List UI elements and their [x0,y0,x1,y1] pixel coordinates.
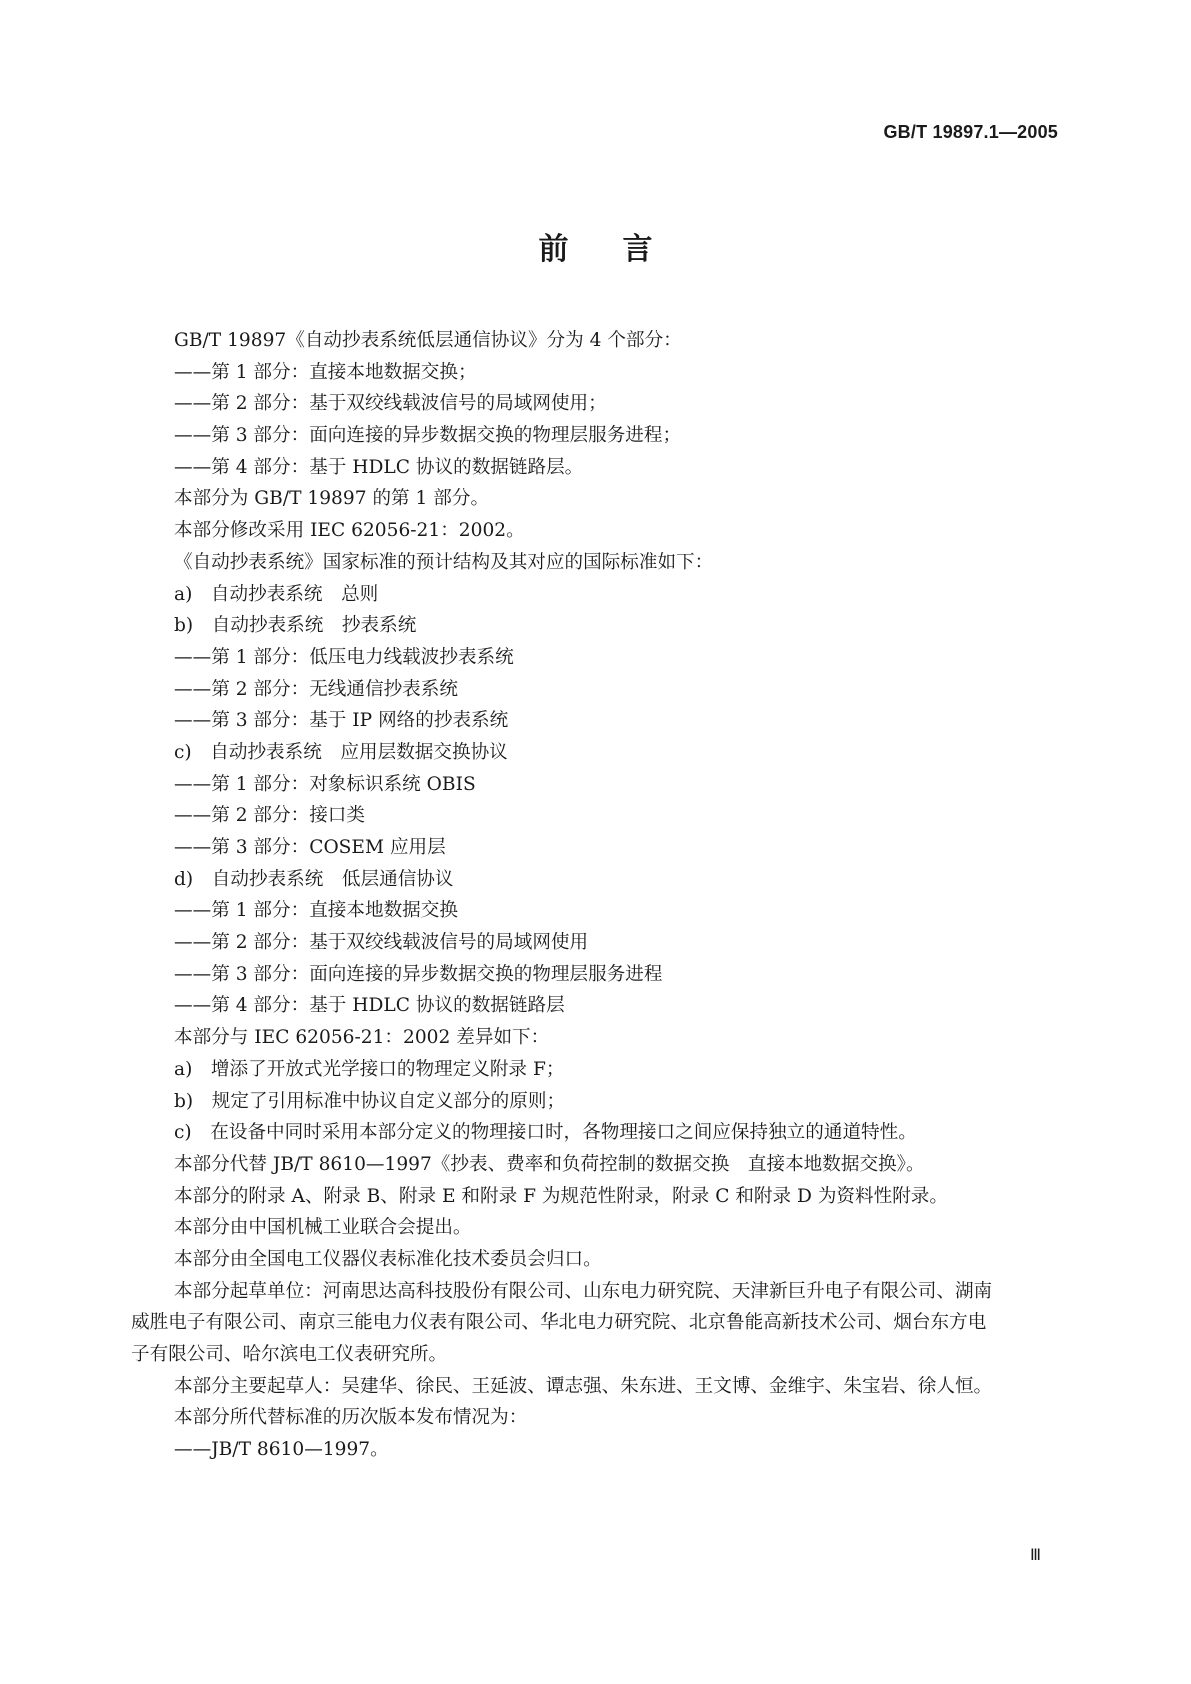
list-item: c) 在设备中同时采用本部分定义的物理接口时，各物理接口之间应保持独立的通道特性。 [174,1122,917,1144]
list-item: ——第 2 部分：无线通信抄表系统 [174,678,458,700]
title-char-1: 前 [538,232,569,267]
list-item: d) 自动抄表系统 低层通信协议 [174,868,454,890]
list-item: a) 自动抄表系统 总则 [174,583,379,605]
body-text [131,325,1061,1466]
list-item: ——第 2 部分：基于双绞线载波信号的局域网使用； [174,393,607,415]
list-item: ——第 2 部分：接口类 [174,805,365,827]
list-item: ——第 2 部分：基于双绞线载波信号的局域网使用 [174,932,589,954]
paragraph-line: 本部分所代替标准的历次版本发布情况为： [174,1407,528,1429]
list-item: ——JB/T 8610—1997。 [174,1439,389,1461]
paragraph-line: 子有限公司、哈尔滨电工仪表研究所。 [131,1344,448,1365]
list-item: ——第 3 部分：面向连接的异步数据交换的物理层服务进程 [174,963,663,985]
list-item: ——第 1 部分：直接本地数据交换 [174,900,458,922]
paragraph-line: 本部分由中国机械工业联合会提出。 [174,1217,472,1239]
paragraph-line: 本部分由全国电工仪器仪表标准化技术委员会归口。 [174,1248,602,1270]
paragraph-line: 《自动抄表系统》国家标准的预计结构及其对应的国际标准如下： [174,551,714,573]
paragraph-line: GB/T 19897《自动抄表系统低层通信协议》分为 4 个部分： [174,330,682,351]
list-item: a) 增添了开放式光学接口的物理定义附录 F； [174,1058,565,1080]
paragraph-line: 本部分主要起草人：吴建华、徐民、王延波、谭志强、朱东进、王文博、金维宇、朱宝岩、徐人恒。 [174,1375,993,1397]
list-item: ——第 1 部分：对象标识系统 OBIS [174,773,476,795]
paragraph-line: 威胜电子有限公司、南京三能电力仪表有限公司、华北电力研究院、北京鲁能高新技术公司、烟台东方电 [131,1312,987,1334]
paragraph-line: 本部分起草单位：河南思达高科技股份有限公司、山东电力研究院、天津新巨升电子有限公司、湖南 [174,1280,993,1302]
paragraph-line: 本部分与 IEC 62056-21：2002 差异如下： [174,1027,550,1049]
list-item: b) 规定了引用标准中协议自定义部分的原则； [174,1090,566,1112]
list-item: ——第 3 部分：面向连接的异步数据交换的物理层服务进程； [174,425,682,447]
page-title [0,224,1191,268]
paragraph-line: 本部分为 GB/T 19897 的第 1 部分。 [174,488,490,510]
paragraph-line: 本部分的附录 A、附录 B、附录 E 和附录 F 为规范性附录，附录 C 和附录 D 为资料性附录。 [174,1185,948,1207]
list-item: b) 自动抄表系统 抄表系统 [174,615,417,637]
list-item: ——第 1 部分：低压电力线载波抄表系统 [174,646,514,668]
paragraph-line: 本部分代替 JB/T 8610—1997《抄表、费率和负荷控制的数据交换 直接本地数据交换》。 [174,1153,925,1175]
paragraph-line: 本部分修改采用 IEC 62056-21：2002。 [174,520,525,542]
list-item: ——第 4 部分：基于 HDLC 协议的数据链路层。 [174,456,584,478]
standard-number: GB/T 19897.1—2005 [883,122,1058,142]
list-item: ——第 3 部分：基于 IP 网络的抄表系统 [174,710,509,732]
list-item: c) 自动抄表系统 应用层数据交换协议 [174,741,508,763]
list-item: ——第 4 部分：基于 HDLC 协议的数据链路层 [174,995,565,1017]
list-item: ——第 3 部分：COSEM 应用层 [174,837,446,858]
list-item: ——第 1 部分：直接本地数据交换； [174,361,477,383]
title-char-2: 言 [622,232,653,267]
page-number: Ⅲ [1029,1545,1041,1564]
